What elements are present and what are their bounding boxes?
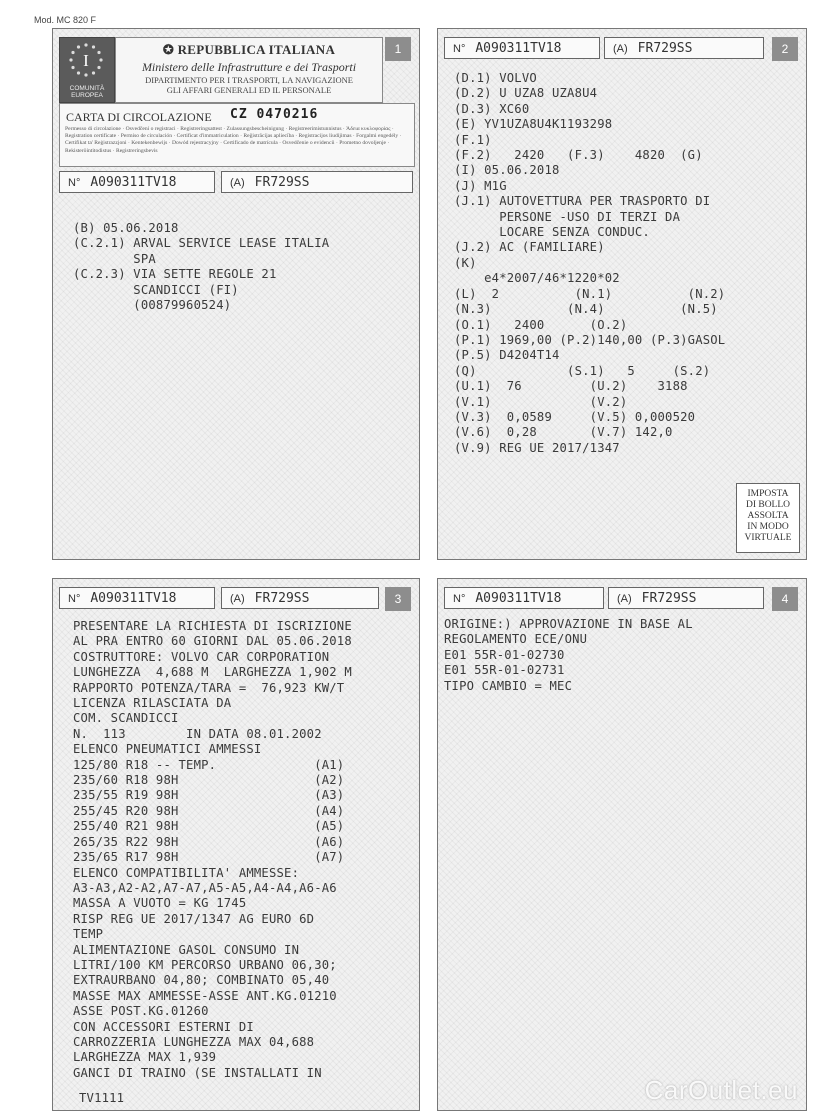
field-line: RAPPORTO POTENZA/TARA = 76,923 KW/T [73,680,345,695]
field-line: LITRI/100 KM PERCORSO URBANO 06,30; [73,957,337,972]
carta-number: CZ 0470216 [230,107,319,122]
field-line: PRESENTARE LA RICHIESTA DI ISCRIZIONE [73,619,352,633]
stamp-line: ASSOLTA [747,511,789,521]
doc-number-box: N° A090311TV18 [59,171,215,193]
field-line: MASSA A VUOTO = KG 1745 [73,896,247,911]
field-line: (Q) (S.1) 5 (S.2) [454,363,711,378]
republic-title: ✪ REPUBBLICA ITALIANA [162,42,336,57]
country-letter: I [83,51,89,70]
field-line: (V.6) 0,28 (V.7) 142,0 [454,425,673,440]
ministry-name: Ministero delle Infrastrutture e dei Trasporti [141,60,357,74]
page-3-fields [73,619,352,1081]
doc-number-box: N° A090311TV18 [444,587,604,609]
field-line: (F.1) [454,132,492,147]
carta-multilingual-text: Permesso di circolazione · Osvedčení o registraci · Registreringsattest · Zulassungsbescheinigung · Registreerimistunnistus · Άδεια κυκλοφορίας · Registration certificate · Permiso de circulación · Certificat d'immatriculation · Reģistrācijas apliecība · Registracijos liudijimas · Forgalmi engedély · Certifikat ta' Reġistrazzjoni · Kentekenbewijs · Dowód rejestracyjny · Certificado de matrícula · Osvedčenie o evidencii · Prometno dovoljenje · Rekisteröintitodistus · Registreringsbevis [65,126,402,154]
field-line: LARGHEZZA MAX 1,939 [73,1050,217,1065]
stamp-line: VIRTUALE [744,533,792,543]
field-line: GANCI DI TRAINO (SE INSTALLATI IN [73,1065,322,1080]
carta-title: CARTA DI CIRCOLAZIONE [66,110,212,124]
field-line: 255/40 R21 98H (A5) [73,819,345,834]
page-number: 4 [772,587,798,611]
page-number: 2 [772,37,798,61]
field-line: COM. SCANDICCI [73,711,179,726]
field-line: (K) [454,255,477,270]
stamp-line: IN MODO [747,522,789,532]
plate-box: (A) FR729SS [604,37,764,59]
field-line: LICENZA RILASCIATA DA [73,696,232,711]
field-line: E01 55R-01-02730 [444,647,565,662]
field-line: REGOLAMENTO ECE/ONU [444,632,588,647]
field-line: A3-A3,A2-A2,A7-A7,A5-A5,A4-A4,A6-A6 [73,880,337,895]
field-line: e4*2007/46*1220*02 [454,271,620,286]
doc-number-box: N° A090311TV18 [444,37,600,59]
eu-emblem [59,37,115,103]
field-line: MASSE MAX AMMESSE-ASSE ANT.KG.01210 [73,988,337,1003]
page-1-panel [52,28,420,560]
field-line: ELENCO COMPATIBILITA' AMMESSE: [73,865,300,880]
field-line: 255/45 R20 98H (A4) [73,803,345,818]
form-model-label: Mod. MC 820 F [34,15,97,25]
department-name: DIPARTIMENTO PER I TRASPORTI, LA NAVIGAZIONE [145,75,353,85]
page-3-footer: TV1111 [79,1091,125,1105]
stamp-line: DI BOLLO [745,500,791,510]
field-line: (N.3) (N.4) (N.5) [454,302,718,317]
field-line: (J.1) AUTOVETTURA PER TRASPORTO DI [454,194,711,209]
field-line: (V.9) REG UE 2017/1347 [454,440,620,455]
field-line: (V.1) (V.2) [454,394,628,409]
field-line: (V.3) 0,0589 (V.5) 0,000520 [454,409,696,424]
field-line: (E) YV1UZA8U4K1193298 [454,117,613,132]
carta-circolazione-box [59,103,415,167]
field-line: PERSONE -USO DI TERZI DA [454,209,681,224]
field-line: 235/60 R18 98H (A2) [73,773,345,788]
ministry-header [115,37,383,103]
watermark: CarOutlet.eu [644,1075,798,1105]
field-line: RISP REG UE 2017/1347 AG EURO 6D [73,911,315,926]
field-line: (L) 2 (N.1) (N.2) [454,286,726,301]
field-line: COSTRUTTORE: VOLVO CAR CORPORATION [73,649,330,664]
field-line: LUNGHEZZA 4,688 M LARGHEZZA 1,902 M [73,665,352,680]
plate-box: (A) FR729SS [221,171,413,193]
field-line: (P.5) D4204T14 [454,348,560,363]
field-line: (D.2) U UZA8 UZA8U4 [454,86,598,101]
field-line: LOCARE SENZA CONDUC. [454,225,650,240]
eu-label: COMUNITÀ EUROPEA [69,85,105,99]
page-3-panel [52,578,420,1111]
field-line: (D.1) VOLVO [454,71,537,85]
page-number: 1 [385,37,411,61]
field-line: ORIGINE:) APPROVAZIONE IN BASE AL [444,617,693,631]
stamp-line: IMPOSTA [747,489,789,499]
field-line: (P.1) 1969,00 (P.2)140,00 (P.3)GASOL [454,332,726,347]
italy-star-icon: ✪ [162,42,178,57]
field-line: 235/65 R17 98H (A7) [73,850,345,865]
field-line: ALIMENTAZIONE GASOL CONSUMO IN [73,942,300,957]
field-line: (J.2) AC (FAMILIARE) [454,240,605,255]
field-line: TIPO CAMBIO = MEC [444,678,573,693]
field-line: N. 113 IN DATA 08.01.2002 [73,726,322,741]
field-line: ELENCO PNEUMATICI AMMESSI [73,742,262,757]
field-line: (J) M1G [454,178,507,193]
field-line: (D.3) XC60 [454,101,530,116]
field-line: (I) 05.06.2018 [454,163,560,178]
field-line: CARROZZERIA LUNGHEZZA MAX 04,688 [73,1034,315,1049]
field-line: 125/80 R18 -- TEMP. (A1) [73,757,345,772]
plate-box: (A) FR729SS [608,587,764,609]
field-line: SCANDICCI (FI) [73,282,239,297]
field-line: (C.2.1) ARVAL SERVICE LEASE ITALIA [73,236,330,251]
field-line: (C.2.3) VIA SETTE REGOLE 21 [73,267,277,282]
page-4-fields [444,617,693,694]
field-line: SPA [73,251,156,266]
plate-box: (A) FR729SS [221,587,379,609]
field-line: ASSE POST.KG.01260 [73,1004,209,1019]
field-line: 235/55 R19 98H (A3) [73,788,345,803]
field-line: (O.1) 2400 (O.2) [454,317,628,332]
field-line: 265/35 R22 98H (A6) [73,834,345,849]
eu-stars-icon [68,42,104,78]
field-line: TEMP [73,927,104,942]
field-line: (00879960524) [73,298,232,313]
stamp-duty-box [736,483,800,553]
field-line: (U.1) 76 (U.2) 3188 [454,379,688,394]
page-2-panel [437,28,807,560]
field-line: EXTRAURBANO 04,80; COMBINATO 05,40 [73,973,330,988]
doc-number-box: N° A090311TV18 [59,587,215,609]
field-line: (B) 05.06.2018 [73,221,179,235]
field-line: CON ACCESSORI ESTERNI DI [73,1019,254,1034]
page-4-panel [437,578,807,1111]
field-line: E01 55R-01-02731 [444,663,565,678]
department-name-2: GLI AFFARI GENERALI ED IL PERSONALE [166,85,332,95]
field-line: AL PRA ENTRO 60 GIORNI DAL 05.06.2018 [73,634,352,649]
page-2-fields [454,71,725,456]
page-1-fields [73,221,329,313]
page-number: 3 [385,587,411,611]
field-line: (F.2) 2420 (F.3) 4820 (G) [454,148,703,163]
